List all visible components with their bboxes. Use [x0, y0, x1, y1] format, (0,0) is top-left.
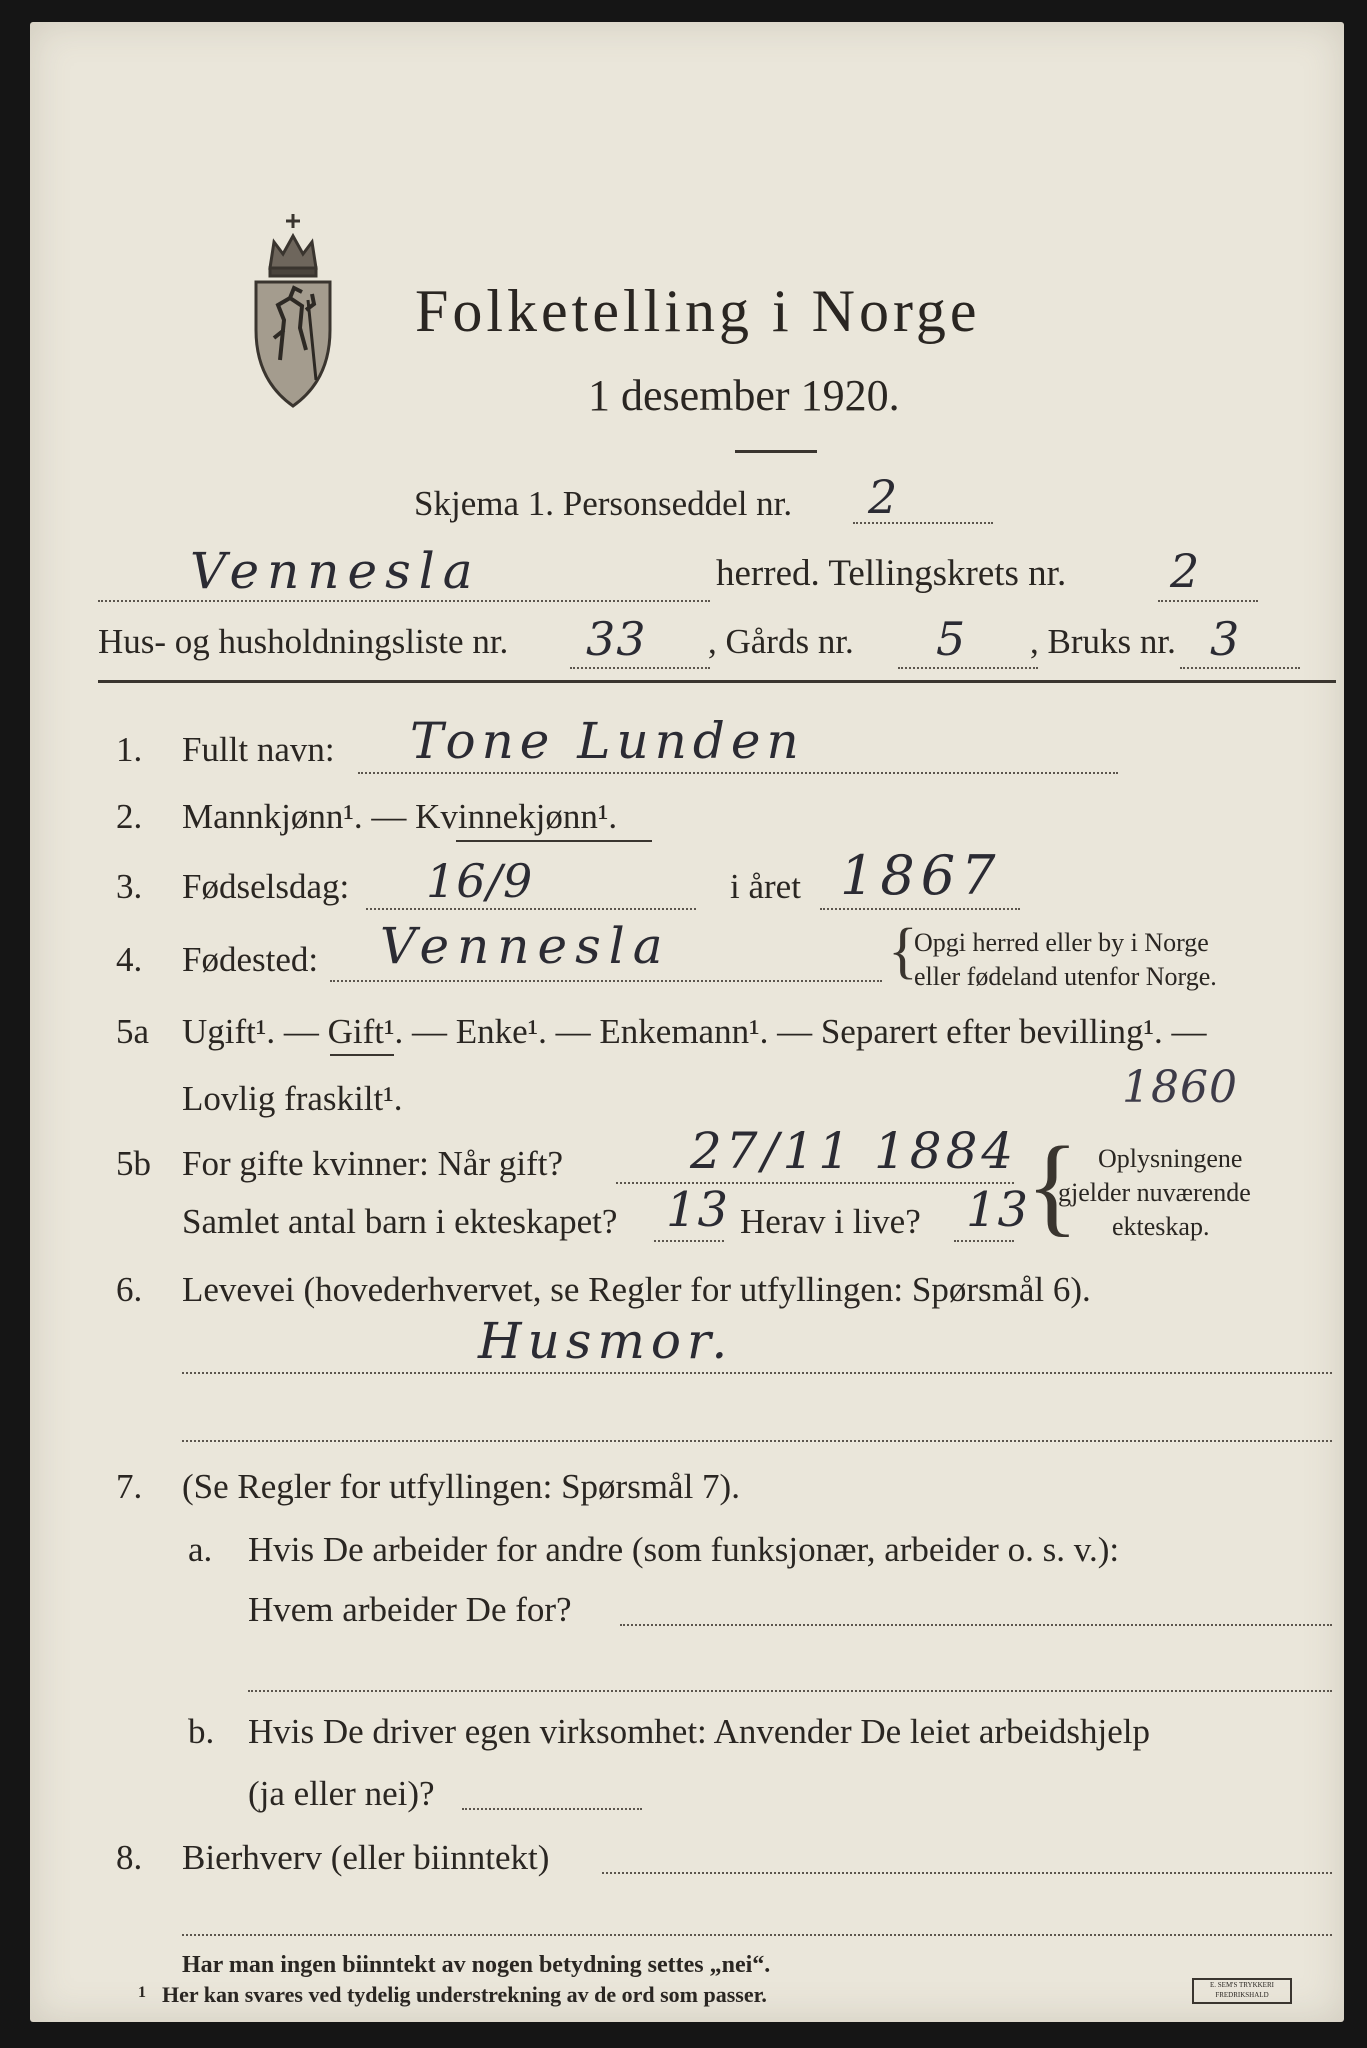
- norwegian-coat-of-arms-icon: [250, 210, 336, 410]
- personseddel-nr-value[interactable]: 2: [868, 470, 899, 524]
- occupation-value[interactable]: Husmor.: [478, 1312, 734, 1370]
- bruks-label: , Bruks nr.: [1030, 622, 1176, 661]
- footnote-text: Her kan svares ved tydelig understrekning av de ord som passer.: [162, 1982, 767, 2007]
- bruks-nr-value[interactable]: 3: [1210, 612, 1241, 666]
- married-date-value[interactable]: 27/11 1884: [690, 1122, 1018, 1180]
- q2-selected-underline: [456, 840, 652, 842]
- form-title: Folketelling i Norge: [415, 278, 981, 344]
- q5b-label1: For gifte kvinner: Når gift?: [182, 1144, 564, 1183]
- q8-number: 8.: [116, 1838, 143, 1877]
- form-date: 1 desember 1920.: [588, 371, 900, 420]
- bruks-nr-line: [1180, 667, 1300, 669]
- q7a-letter: a.: [188, 1530, 213, 1569]
- q5b-label2: Samlet antal barn i ekteskapet?: [182, 1202, 618, 1241]
- birth-year-value[interactable]: 1867: [840, 844, 1002, 907]
- q5b-note-line1: Oplysningene: [1098, 1144, 1243, 1173]
- footnote-mark: 1: [138, 1984, 146, 2001]
- herred-name-line: [98, 600, 710, 602]
- herred-label: herred. Tellingskrets nr.: [716, 553, 1067, 594]
- q3-year-label: i året: [730, 867, 801, 906]
- q5a-marital-options: Ugift¹. — Gift¹. — Enke¹. — Enkemann¹. — Separert efter bevilling¹. —: [182, 1012, 1207, 1051]
- household-liste-line: [570, 667, 710, 669]
- side-income-line2[interactable]: [182, 1934, 1332, 1936]
- children-total-line: [654, 1240, 724, 1242]
- q7b-line1: Hvis De driver egen virksomhet: Anvender De leiet arbeidshjelp: [248, 1712, 1150, 1751]
- footer-note: Har man ingen biinntekt av nogen betydning settes „nei“.: [182, 1952, 771, 1978]
- children-alive-line: [954, 1240, 1014, 1242]
- gards-label: , Gårds nr.: [708, 622, 854, 661]
- household-label: Hus- og husholdningsliste nr.: [98, 622, 509, 661]
- side-income-line1[interactable]: [602, 1872, 1332, 1874]
- q2-gender-options: Mannkjønn¹. — Kvinnekjønn¹.: [182, 797, 618, 836]
- schema-label: Skjema 1. Personseddel nr.: [414, 484, 793, 523]
- employer-line2[interactable]: [248, 1690, 1332, 1692]
- birthplace-value[interactable]: Vennesla: [380, 917, 671, 975]
- q4-note-line2: eller fødeland utenfor Norge.: [914, 962, 1217, 991]
- q5a-margin-note: 1860: [1122, 1062, 1238, 1113]
- q7-number: 7.: [116, 1467, 143, 1506]
- q4-note-brace: {: [888, 917, 918, 985]
- q4-number: 4.: [116, 940, 143, 979]
- q6-number: 6.: [116, 1270, 143, 1309]
- q5b-note-line2: gjelder nuværende: [1058, 1178, 1251, 1207]
- children-total-value[interactable]: 13: [666, 1182, 730, 1238]
- occupation-line2: [182, 1440, 1332, 1442]
- q5a-line2: Lovlig fraskilt¹.: [182, 1079, 403, 1118]
- herred-name-value[interactable]: Vennesla: [190, 542, 481, 600]
- q5b-alive-label: Herav i live?: [740, 1202, 921, 1241]
- q1-label: Fullt navn:: [182, 730, 335, 769]
- children-alive-value[interactable]: 13: [966, 1182, 1030, 1238]
- household-liste-value[interactable]: 33: [586, 612, 647, 666]
- q3-number: 3.: [116, 867, 143, 906]
- full-name-value[interactable]: Tone Lunden: [410, 712, 805, 770]
- q7a-line2: Hvem arbeider De for?: [248, 1590, 572, 1629]
- q4-label: Fødested:: [182, 940, 319, 979]
- q8-label: Bierhverv (eller biinntekt): [182, 1838, 550, 1877]
- gards-nr-value[interactable]: 5: [936, 612, 967, 666]
- tellingskrets-value[interactable]: 2: [1170, 544, 1201, 598]
- employer-line1[interactable]: [620, 1624, 1332, 1626]
- q3-label: Fødselsdag:: [182, 867, 350, 906]
- q5a-selected-underline: [330, 1054, 394, 1056]
- q5b-note-brace: {: [1026, 1124, 1079, 1246]
- q7b-letter-text: b.: [188, 1712, 215, 1751]
- tellingskrets-line: [1158, 600, 1258, 602]
- q7-label: (Se Regler for utfyllingen: Spørsmål 7).: [182, 1467, 740, 1506]
- occupation-line1: [182, 1372, 1332, 1374]
- q5a-number: 5a: [116, 1012, 150, 1051]
- birth-day-value[interactable]: 16/9: [426, 854, 534, 908]
- q7a-line1: Hvis De arbeider for andre (som funksjonær, arbeider o. s. v.):: [248, 1530, 1120, 1569]
- birth-day-line: [366, 908, 696, 910]
- title-divider: [735, 450, 817, 453]
- birth-year-line: [820, 908, 1020, 910]
- q1-number: 1.: [116, 730, 143, 769]
- q6-label: Levevei (hovederhvervet, se Regler for utfyllingen: Spørsmål 6).: [182, 1270, 1091, 1309]
- q7b-line2: (ja eller nei)?: [248, 1774, 435, 1813]
- gards-nr-line: [898, 667, 1038, 669]
- header-divider: [98, 680, 1336, 683]
- census-form-paper: [30, 22, 1344, 2022]
- birthplace-line: [330, 980, 882, 982]
- hired-help-line[interactable]: [462, 1808, 642, 1810]
- personseddel-nr-line: [853, 522, 993, 524]
- q2-number: 2.: [116, 797, 143, 836]
- q5b-note-line3: ekteskap.: [1112, 1212, 1210, 1241]
- full-name-line: [358, 772, 1118, 774]
- q4-note-line1: Opgi herred eller by i Norge: [914, 928, 1209, 957]
- q5b-number: 5b: [116, 1144, 151, 1183]
- printer-stamp: E. SEM'S TRYKKERI FREDRIKSHALD: [1192, 1978, 1292, 2004]
